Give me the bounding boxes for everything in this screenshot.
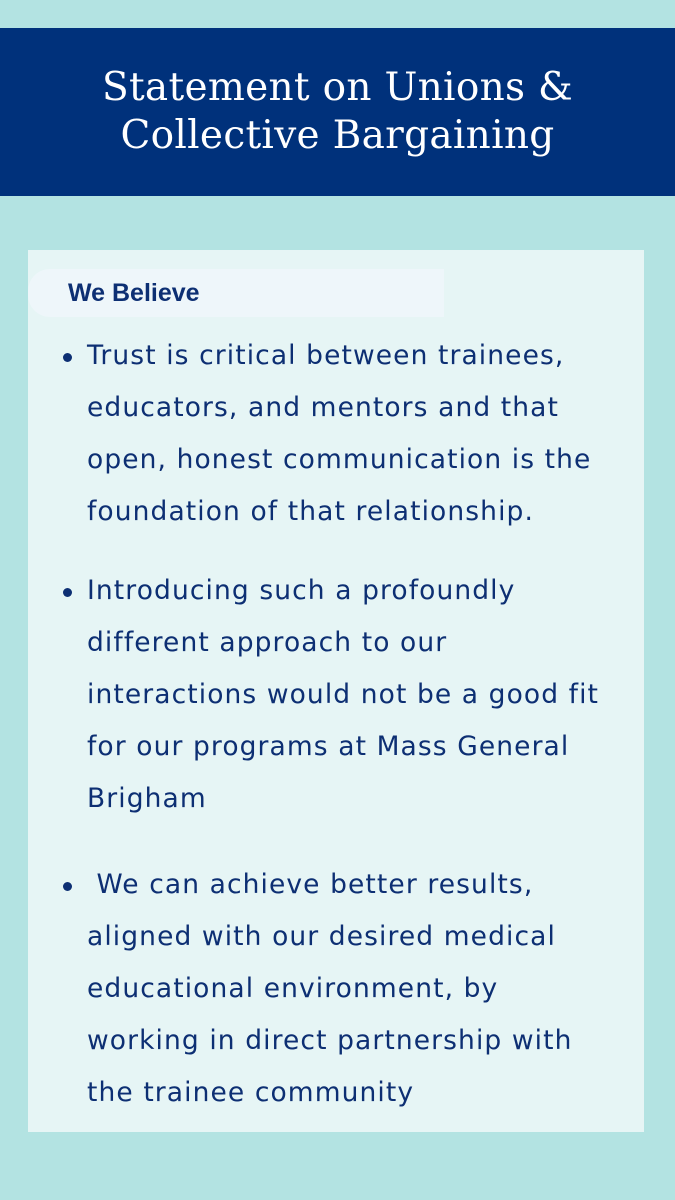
content-card [28, 250, 644, 1132]
bullet-dot-icon [63, 882, 72, 891]
title-line: Collective Bargaining [120, 113, 555, 158]
bullet-dot-icon [63, 353, 72, 362]
page-title [38, 64, 638, 160]
bullet-dot-icon [63, 588, 72, 597]
list-item-text: Trust is critical between trainees, educators, and mentors and that open, honest communication is the foundation of that relationship. [87, 340, 592, 527]
title-line: Statement on Unions & [101, 65, 574, 110]
belief-list [28, 250, 644, 1132]
title-banner [0, 28, 675, 196]
list-item-text: We can achieve better results, aligned with our desired medical educational environment, by working in direct partnership with the trainee community [87, 869, 573, 1108]
list-item-text: Introducing such a profoundly different approach to our interactions would not be a good fit for our programs at Mass General Brigham [87, 575, 600, 814]
section-heading: We Believe [68, 279, 200, 307]
